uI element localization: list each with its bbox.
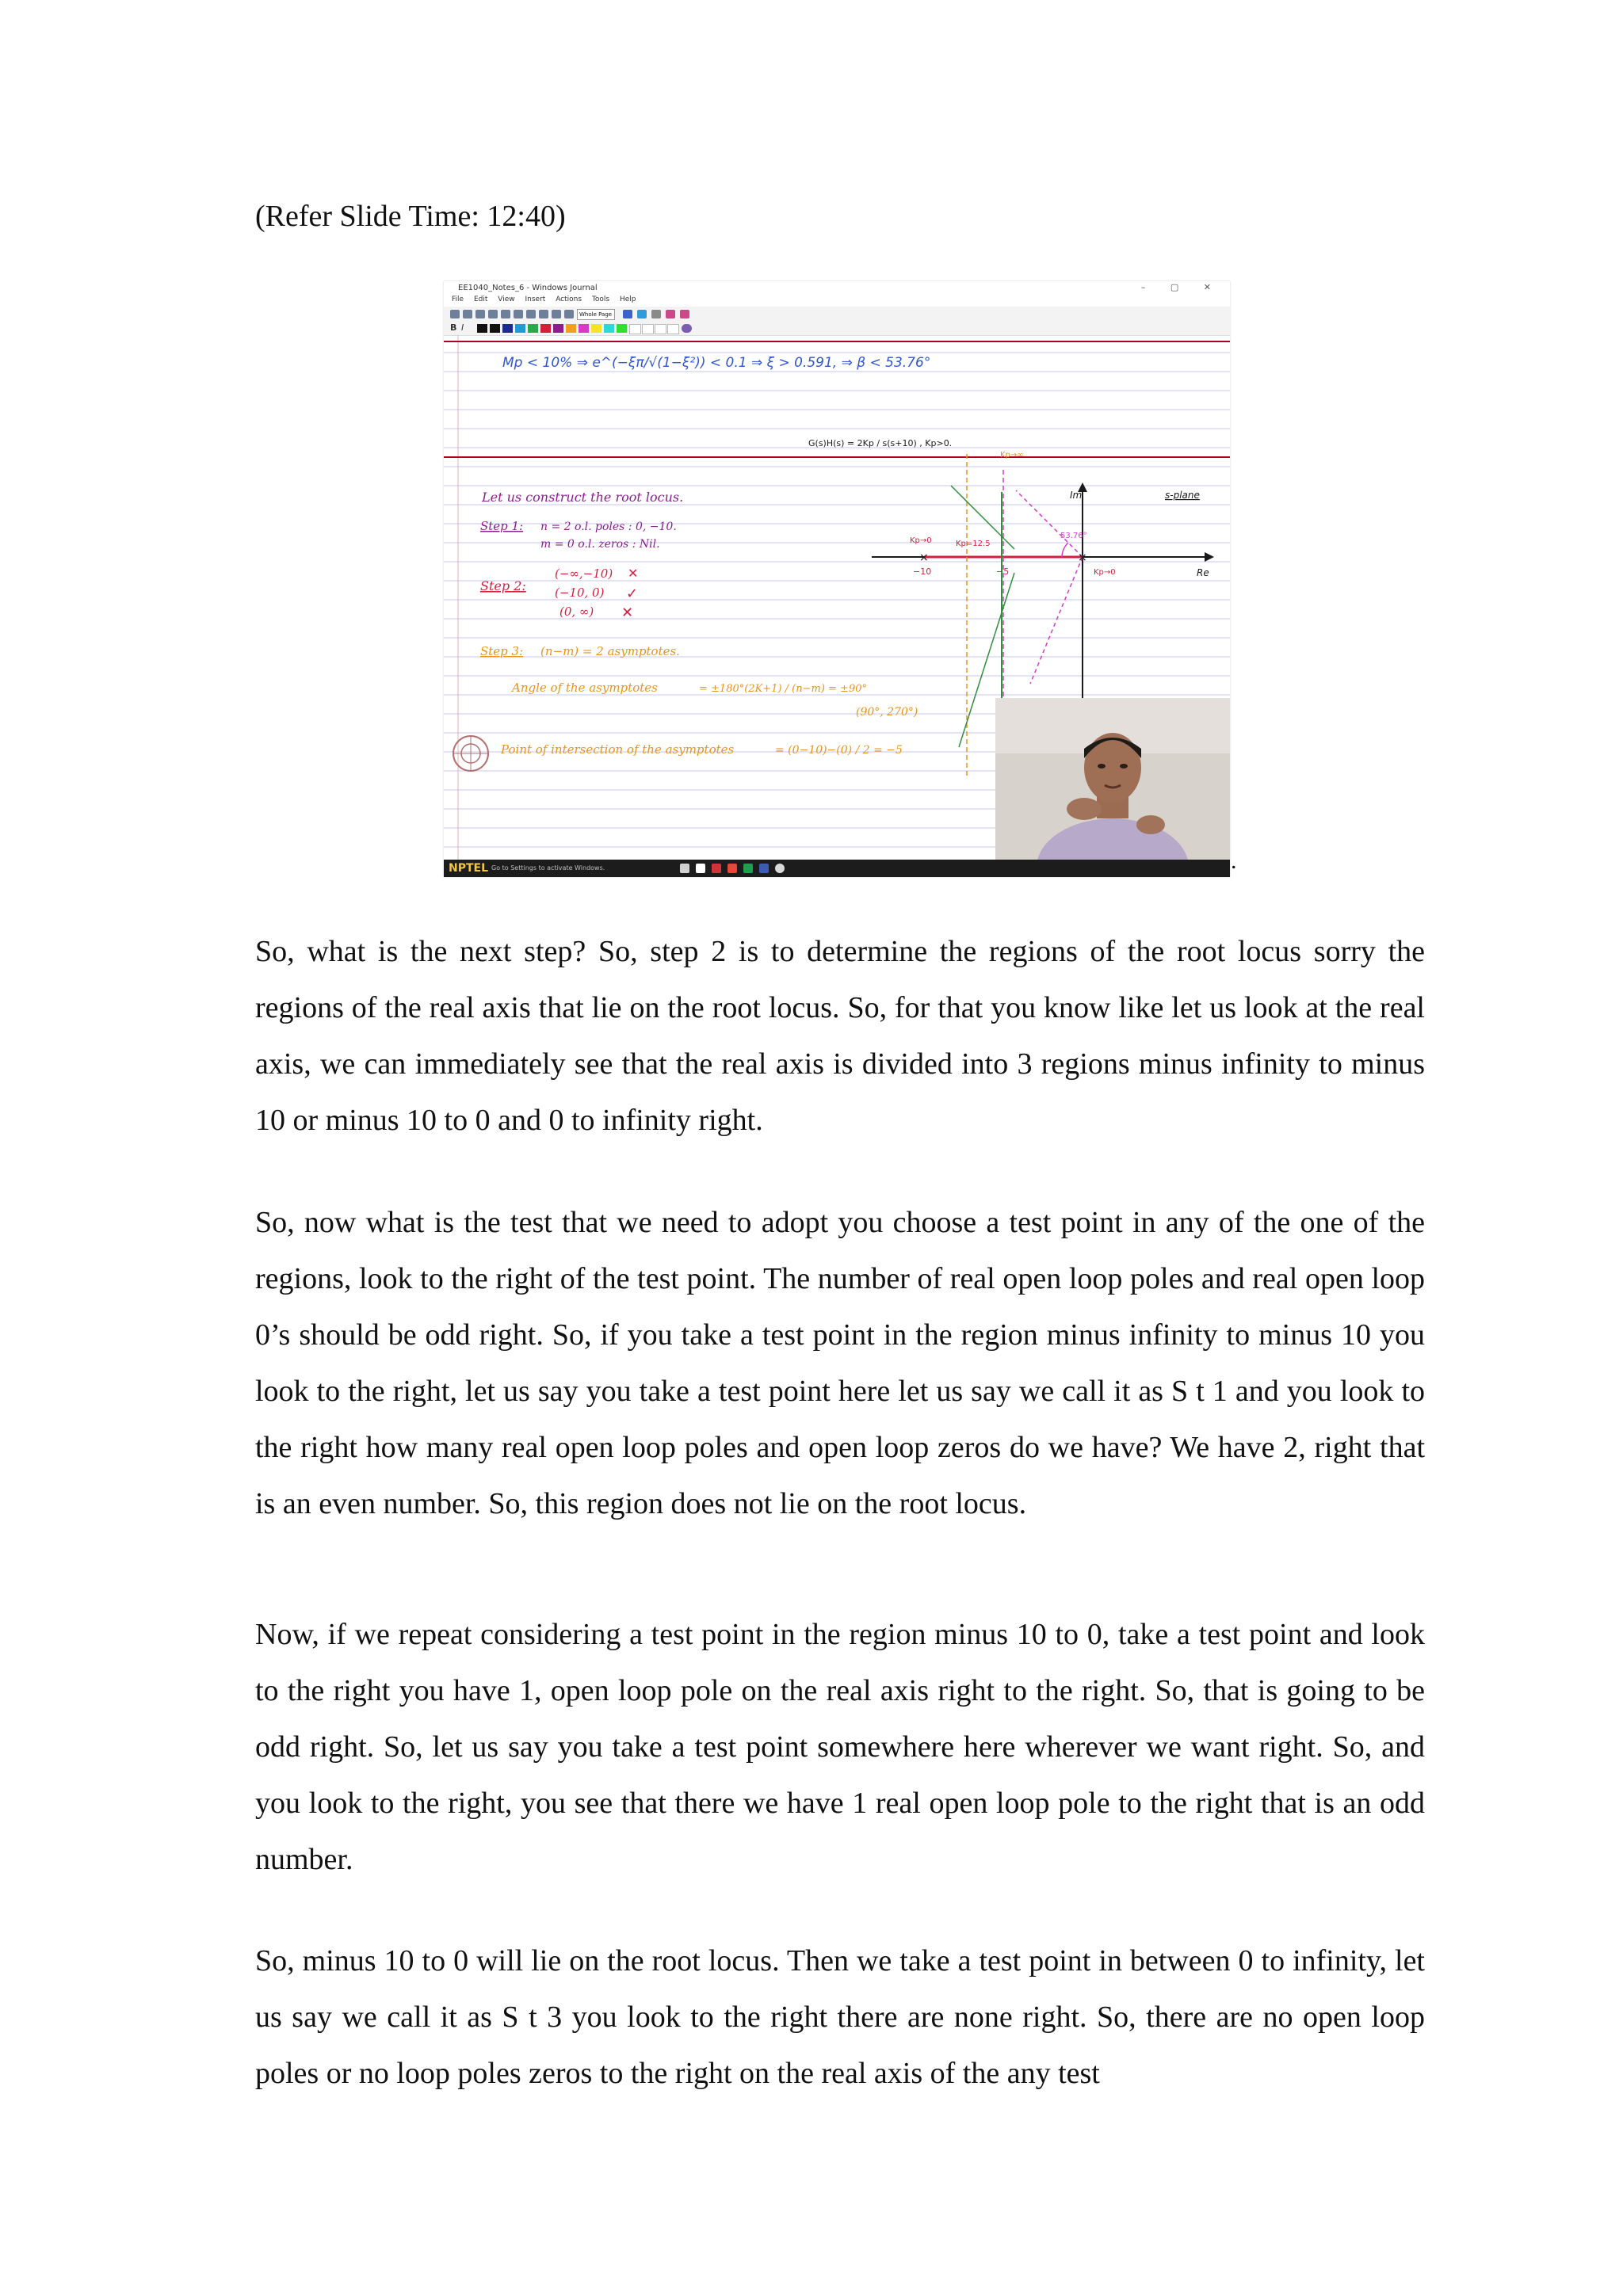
color-swatch-red[interactable] [540, 324, 551, 333]
menu-tools[interactable]: Tools [591, 296, 610, 303]
color-swatch-lime[interactable] [617, 324, 627, 333]
open-icon[interactable] [463, 310, 472, 318]
window-title: EE1040_Notes_6 - Windows Journal [458, 284, 598, 292]
color-swatch-purple[interactable] [553, 324, 563, 333]
color-swatch-black-2[interactable] [490, 324, 500, 333]
cut-icon[interactable] [514, 310, 523, 318]
menu-file[interactable]: File [452, 296, 464, 303]
new-icon[interactable] [450, 310, 460, 318]
label-kp-inf: Kp→∞ [1000, 451, 1024, 460]
selection-tool-icon[interactable] [666, 310, 675, 318]
redo-icon[interactable] [564, 310, 574, 318]
label-s-plane: s-plane [1165, 490, 1200, 501]
intersection-formula: = (0−10)−(0) / 2 = −5 [775, 744, 903, 757]
toolbar-formatting [444, 321, 1230, 336]
menu-help[interactable]: Help [620, 296, 636, 303]
page-width-select[interactable]: Whole Page [577, 309, 615, 320]
label-kp-zero-right: Kp→0 [1094, 568, 1116, 577]
real-axis-arrow [1205, 552, 1214, 562]
angle-label: Angle of the asymptotes [512, 681, 658, 695]
copy-icon[interactable] [526, 310, 536, 318]
color-swatch-white-2[interactable] [642, 324, 654, 334]
window-title-bar [444, 281, 1230, 296]
step1-zeros: m = 0 o.l. zeros : Nil. [540, 538, 660, 551]
paragraph-4: So, minus 10 to 0 will lie on the root locus. Then we take a test point in between 0 to infinity, let us say we call it as S t 3 you look to the right there are none right. So, there are no open loop poles or no loop poles zeros to the right on the real axis of the any test [255, 1944, 1425, 2090]
file-explorer-icon[interactable] [696, 864, 705, 873]
menu-actions[interactable]: Actions [556, 296, 582, 303]
step2-region-1: (−∞,−10) [555, 566, 613, 581]
label-minus-5: −5 [996, 566, 1010, 577]
heading-root-locus: Let us construct the root locus. [482, 490, 684, 505]
angle-formula: = ±180°(2K+1) / (n−m) = ±90° [699, 683, 867, 695]
paragraph-1: So, what is the next step? So, step 2 is to determine the regions of the root locus sorry the regions of the real axis that lie on the root locus. So, for that you know like let us look at the real axis, we can immediately see that the real axis is divided into 3 regions minus infinity to minus 10 or minus 10 to 0 and 0 to infinity right. [255, 935, 1425, 1137]
highlighter-icon[interactable] [637, 310, 647, 318]
menu-bar [444, 296, 1230, 307]
label-im: Im [1070, 490, 1083, 501]
undo-icon[interactable] [552, 310, 561, 318]
eraser-icon[interactable] [651, 310, 661, 318]
menu-edit[interactable]: Edit [473, 296, 488, 303]
angle-arc [1062, 543, 1068, 557]
paste-icon[interactable] [539, 310, 548, 318]
step2-mark-1: ✕ [628, 566, 639, 581]
toolbar-primary [444, 307, 1230, 322]
activate-windows-text: Go to Settings to activate Windows. [491, 864, 605, 871]
pen-settings-icon[interactable] [682, 324, 692, 333]
lecturer-image [995, 698, 1230, 877]
color-swatch-white-3[interactable] [655, 324, 666, 334]
menu-view[interactable]: View [498, 296, 515, 303]
color-swatch-green[interactable] [528, 324, 538, 333]
excel-icon[interactable] [743, 864, 753, 873]
bold-icon[interactable]: B [450, 322, 457, 333]
step1-label: Step 1: [480, 519, 524, 533]
find-icon[interactable] [501, 310, 510, 318]
color-swatch-cyan[interactable] [604, 324, 614, 333]
label-angle: 53.76° [1060, 532, 1087, 540]
pole-marker-left: × [919, 551, 929, 564]
color-swatch-white[interactable] [629, 324, 641, 334]
step2-label: Step 2: [480, 578, 526, 593]
step2-mark-2: ✓ [626, 585, 639, 602]
step2-region-2: (−10, 0) [555, 585, 605, 600]
color-swatch-yellow[interactable] [591, 324, 601, 333]
clock-icon[interactable] [775, 864, 785, 873]
transfer-function: G(s)H(s) = 2Kp / s(s+10) , Kp>0. [808, 438, 953, 448]
print-icon[interactable] [488, 310, 498, 318]
step3-text: (n−m) = 2 asymptotes. [540, 644, 680, 658]
label-kp-zero-left: Kp→0 [910, 536, 932, 545]
color-swatch-orange[interactable] [566, 324, 576, 333]
step3-label: Step 3: [480, 644, 524, 658]
task-view-icon[interactable] [680, 864, 689, 873]
label-minus-10: −10 [913, 566, 932, 577]
color-swatch-magenta[interactable] [579, 324, 589, 333]
color-swatch-white-4[interactable] [667, 324, 679, 334]
pen-icon[interactable] [623, 310, 632, 318]
angle-values: (90°, 270°) [856, 706, 918, 719]
pole-marker-origin: × [1078, 551, 1087, 564]
step1-poles: n = 2 o.l. poles : 0, −10. [540, 521, 677, 533]
acrobat-icon[interactable] [712, 864, 721, 873]
slide-time-label: (Refer Slide Time: 12:40) [255, 200, 566, 233]
damping-ray-lower [1030, 557, 1083, 684]
nptel-logo: NPTEL [449, 862, 489, 875]
step2-mark-3: ✕ [621, 605, 634, 621]
mp-equation: Mp < 10% ⇒ e^(−ξπ/√(1−ξ²)) < 0.1 ⇒ ξ > 0.591, ⇒ β < 53.76° [502, 355, 931, 371]
journal-icon[interactable] [759, 864, 769, 873]
color-swatch-blue[interactable] [515, 324, 525, 333]
paragraph-3: Now, if we repeat considering a test point in the region minus 10 to 0, take a test point and look to the right you have 1, open loop pole on the real axis right to the right. So, that is going to be odd right. So, let us say you take a test point somewhere here wherever we want right. So, and you look to the right, you see that there we have 1 real open loop pole to the right that is an odd number. [255, 1618, 1425, 1876]
paragraph-2: So, now what is the test that we need to adopt you choose a test point in any of the one of the regions, look to the right of the test point. The number of real open loop poles and real open loop 0’s should be odd right. So, if you take a test point in the region minus infinity to minus 10 you look to the right, let us say you take a test point here let us say we call it as S t 1 and you look to the right how many real open loop poles and open loop zeros do we have? We have 2, right that is an even number. So, this region does not lie on the root locus. [255, 1206, 1425, 1520]
color-swatch-black[interactable] [477, 324, 487, 333]
lecture-slide-screenshot [444, 281, 1230, 877]
label-re: Re [1197, 567, 1209, 578]
chrome-icon[interactable] [727, 864, 737, 873]
taskbar [444, 860, 1230, 877]
lasso-icon[interactable] [680, 310, 689, 318]
caption-period: . [1231, 848, 1237, 874]
color-swatch-navy[interactable] [502, 324, 513, 333]
menu-insert[interactable]: Insert [525, 296, 546, 303]
nptel-seal [453, 736, 488, 771]
intersection-label: Point of intersection of the asymptotes [501, 742, 735, 757]
italic-icon[interactable]: I [461, 322, 464, 333]
label-kp-12-5: Kp=12.5 [956, 540, 991, 548]
window-controls[interactable]: – ▢ ✕ [1140, 282, 1222, 292]
save-icon[interactable] [475, 310, 485, 318]
step2-region-3: (0, ∞) [559, 605, 594, 619]
webcam-video [995, 698, 1230, 877]
